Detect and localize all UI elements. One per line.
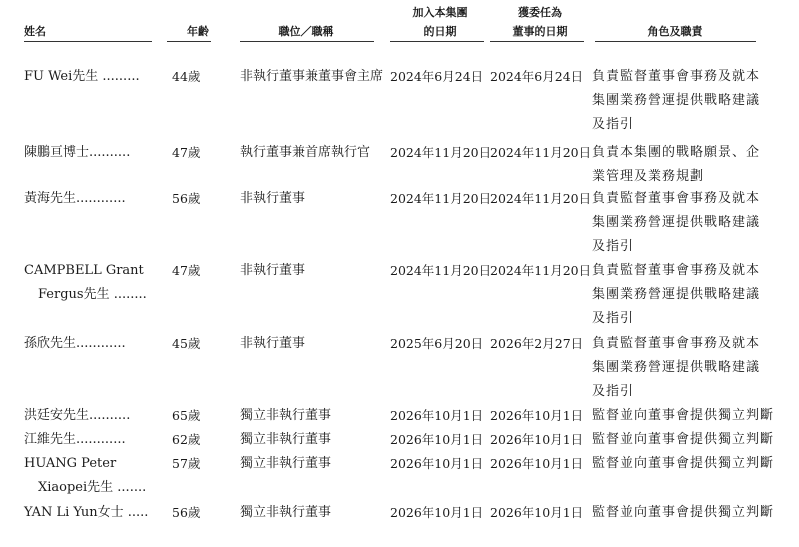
director-role: 負責監督董事會事務及就本集團業務營運提供戰略建議及指引	[592, 263, 761, 326]
director-role: 監督並向董事會提供獨立判斷	[592, 408, 775, 423]
director-appoint-date: 2026年10月1日	[490, 456, 584, 471]
header-age: 年齡	[187, 25, 209, 38]
header-join-date-line1: 加入本集團	[412, 6, 468, 19]
director-role: 負責監督董事會事務及就本集團業務營運提供戰略建議及指引	[592, 191, 761, 254]
director-join-date: 2024年11月20日	[390, 191, 492, 206]
director-age: 47歲	[172, 145, 201, 160]
director-position: 執行董事兼首席執行官	[240, 145, 371, 160]
header-name: 姓名	[24, 25, 46, 38]
header-join-date-line2: 的日期	[423, 25, 457, 38]
director-name-line2: Xiaopei先生 .......	[38, 480, 147, 495]
director-appoint-date: 2026年10月1日	[490, 505, 584, 520]
director-age: 65歲	[172, 408, 201, 423]
director-appoint-date: 2024年11月20日	[490, 191, 592, 206]
director-name: 洪廷安先生..........	[24, 408, 131, 423]
director-join-date: 2026年10月1日	[390, 505, 484, 520]
director-name: 江維先生............	[24, 432, 126, 447]
director-age: 44歲	[172, 69, 201, 84]
director-join-date: 2025年6月20日	[390, 336, 484, 351]
header-rule-position	[240, 41, 374, 42]
header-rule-appoint	[490, 41, 584, 42]
director-join-date: 2024年11月20日	[390, 145, 492, 160]
director-position: 非執行董事	[240, 263, 306, 278]
director-age: 47歲	[172, 263, 201, 278]
director-age: 45歲	[172, 336, 201, 351]
director-join-date: 2026年10月1日	[390, 432, 484, 447]
header-rule-role	[595, 41, 756, 42]
header-role: 角色及職責	[647, 25, 703, 38]
director-name: 陳鵬亘博士..........	[24, 145, 131, 160]
director-position: 獨立非執行董事	[240, 505, 332, 520]
director-position: 獨立非執行董事	[240, 432, 332, 447]
director-name: FU Wei先生 .........	[24, 69, 140, 84]
header-rule-join	[390, 41, 484, 42]
director-role: 負責本集團的戰略願景、企業管理及業務規劃	[592, 145, 761, 184]
director-name: HUANG Peter	[24, 456, 117, 471]
header-appoint-date-line2: 董事的日期	[512, 25, 568, 38]
director-age: 62歲	[172, 432, 201, 447]
director-age: 56歲	[172, 505, 201, 520]
director-join-date: 2026年10月1日	[390, 408, 484, 423]
director-position: 獨立非執行董事	[240, 456, 332, 471]
director-role: 監督並向董事會提供獨立判斷	[592, 432, 775, 447]
director-join-date: 2024年6月24日	[390, 69, 484, 84]
director-role: 監督並向董事會提供獨立判斷	[592, 456, 775, 471]
director-name: 孫欣先生............	[24, 336, 126, 351]
director-join-date: 2024年11月20日	[390, 263, 492, 278]
header-appoint-date-line1: 獲委任為	[518, 6, 562, 19]
director-age: 57歲	[172, 456, 201, 471]
director-position: 非執行董事兼董事會主席	[240, 69, 384, 84]
director-position: 非執行董事	[240, 336, 306, 351]
director-appoint-date: 2026年10月1日	[490, 432, 584, 447]
director-role: 負責監督董事會事務及就本集團業務營運提供戰略建議及指引	[592, 69, 761, 132]
director-appoint-date: 2026年2月27日	[490, 336, 584, 351]
director-join-date: 2026年10月1日	[390, 456, 484, 471]
director-appoint-date: 2024年11月20日	[490, 145, 592, 160]
director-role: 監督並向董事會提供獨立判斷	[592, 505, 775, 520]
director-name: CAMPBELL Grant	[24, 263, 144, 278]
header-rule-name	[24, 41, 152, 42]
director-age: 56歲	[172, 191, 201, 206]
director-appoint-date: 2026年10月1日	[490, 408, 584, 423]
director-appoint-date: 2024年6月24日	[490, 69, 584, 84]
director-name: 黃海先生............	[24, 191, 126, 206]
director-name: YAN Li Yun女士 .....	[24, 505, 149, 520]
director-role: 負責監督董事會事務及就本集團業務營運提供戰略建議及指引	[592, 336, 761, 399]
header-position: 職位／職稱	[278, 25, 334, 38]
director-position: 獨立非執行董事	[240, 408, 332, 423]
director-name-line2: Fergus先生 ........	[38, 287, 147, 302]
director-appoint-date: 2024年11月20日	[490, 263, 592, 278]
director-position: 非執行董事	[240, 191, 306, 206]
header-rule-age	[167, 41, 211, 42]
